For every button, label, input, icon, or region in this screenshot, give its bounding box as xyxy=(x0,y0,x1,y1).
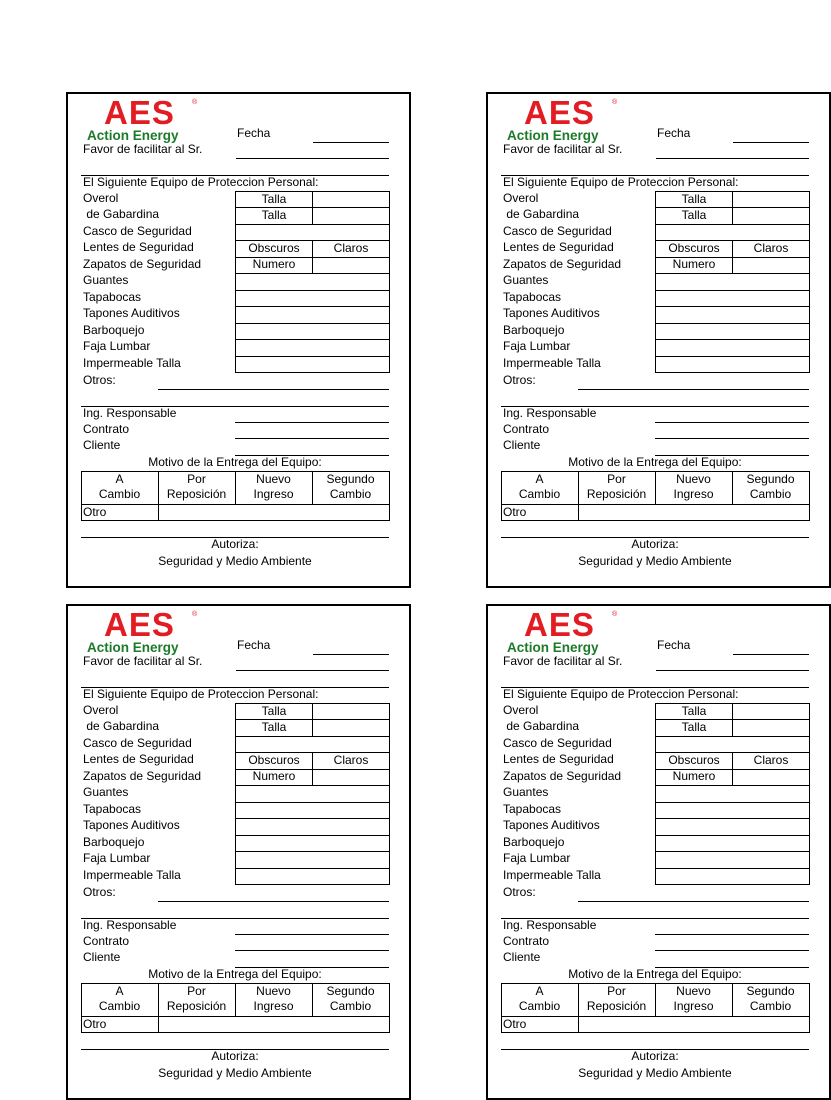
motivo-title: Motivo de la Entrega del Equipo: xyxy=(568,967,742,981)
otro-label: Otro xyxy=(83,505,107,519)
ing-responsable-line[interactable] xyxy=(235,422,389,423)
motivo-row-line xyxy=(81,504,390,505)
equipment-item: Tapabocas xyxy=(83,802,142,816)
grid-divider xyxy=(732,191,733,224)
equipment-item: Guantes xyxy=(83,273,129,287)
otros-label: Otros: xyxy=(503,885,536,899)
claros-label: Claros xyxy=(753,241,789,255)
otro-label: Otro xyxy=(503,1017,527,1031)
grid-line xyxy=(655,273,810,274)
talla-label: Talla xyxy=(261,192,287,206)
motivo-header-text: Cambio xyxy=(329,487,372,501)
equipment-item: Overol xyxy=(503,191,539,205)
equipment-item: Lentes de Seguridad xyxy=(83,752,194,766)
section-title: El Siguiente Equipo de Proteccion Personal: xyxy=(83,687,319,701)
motivo-header-text: Reposición xyxy=(586,999,647,1013)
logo-aes-text: AES xyxy=(524,94,595,131)
equipment-item: Casco de Seguridad xyxy=(83,224,192,238)
favor-label: Favor de facilitar al Sr. xyxy=(83,654,203,668)
contrato-label: Contrato xyxy=(83,422,130,436)
equipment-item: Tapabocas xyxy=(83,290,142,304)
grid-line xyxy=(235,323,390,324)
obscuros-label: Obscuros xyxy=(668,241,720,255)
grid-line xyxy=(235,818,390,819)
equipment-item: Tapones Auditivos xyxy=(503,818,600,832)
grid-line xyxy=(235,802,390,803)
autoriza-dept: Seguridad y Medio Ambiente xyxy=(158,1066,312,1080)
equipment-item: Overol xyxy=(83,703,119,717)
contrato-label: Contrato xyxy=(503,934,550,948)
ppe-request-form xyxy=(66,604,411,1100)
equipment-item: de Gabardina xyxy=(83,719,160,733)
motivo-header-text: Cambio xyxy=(98,487,141,501)
aes-logo xyxy=(507,94,632,143)
motivo-header-text: Cambio xyxy=(749,999,792,1013)
otros-label: Otros: xyxy=(503,373,536,387)
motivo-row-line xyxy=(81,1016,390,1017)
grid-line xyxy=(235,273,390,274)
motivo-header-text: Nuevo xyxy=(256,472,291,486)
logo-tagline: Action Energy xyxy=(507,128,599,143)
grid-line xyxy=(655,818,810,819)
fecha-line[interactable] xyxy=(313,142,389,143)
equipment-item: Tapones Auditivos xyxy=(83,818,180,832)
otros-line[interactable] xyxy=(158,901,389,902)
motivo-title: Motivo de la Entrega del Equipo: xyxy=(148,967,322,981)
autoriza-dept: Seguridad y Medio Ambiente xyxy=(578,1066,732,1080)
equipment-item: de Gabardina xyxy=(83,207,160,221)
claros-label: Claros xyxy=(753,753,789,767)
otros-line[interactable] xyxy=(158,389,389,390)
numero-label: Numero xyxy=(252,769,296,783)
motivo-header-text: Por xyxy=(187,472,206,486)
equipment-item: Guantes xyxy=(503,785,549,799)
equipment-item: Tapabocas xyxy=(503,802,562,816)
form-bottom-left xyxy=(66,604,416,1080)
otros-line[interactable] xyxy=(578,389,809,390)
fecha-label: Fecha xyxy=(657,638,691,652)
equipment-item: Zapatos de Seguridad xyxy=(83,257,202,271)
equipment-item: Impermeable Talla xyxy=(503,356,601,370)
equipment-item: Lentes de Seguridad xyxy=(83,240,194,254)
grid-line xyxy=(655,736,810,737)
form-bottom-right xyxy=(486,604,795,1080)
fecha-line[interactable] xyxy=(313,654,389,655)
motivo-header-text: Ingreso xyxy=(253,999,294,1013)
motivo-header-text: Nuevo xyxy=(676,984,711,998)
motivo-row-line xyxy=(501,1016,810,1017)
form-top-left xyxy=(66,92,416,592)
motivo-header-text: Cambio xyxy=(518,999,561,1013)
otro-label: Otro xyxy=(503,505,527,519)
logo-aes-text: AES xyxy=(104,606,175,643)
contrato-line[interactable] xyxy=(235,950,389,951)
motivo-header-text: Segundo xyxy=(746,472,795,486)
obscuros-label: Obscuros xyxy=(668,753,720,767)
equipment-item: Overol xyxy=(83,191,119,205)
cliente-label: Cliente xyxy=(83,438,121,452)
favor-label: Favor de facilitar al Sr. xyxy=(83,142,203,156)
favor-label: Favor de facilitar al Sr. xyxy=(503,654,623,668)
motivo-header-text: Reposición xyxy=(166,487,227,501)
talla-label: Talla xyxy=(681,720,707,734)
motivo-header-text: Cambio xyxy=(518,487,561,501)
motivo-header-text: Ingreso xyxy=(253,487,294,501)
motivo-header-text: Segundo xyxy=(326,472,375,486)
autoriza-label: Autoriza: xyxy=(631,1049,679,1063)
motivo-header-text: Segundo xyxy=(326,984,375,998)
numero-label: Numero xyxy=(252,257,296,271)
grid-line xyxy=(235,785,390,786)
equipment-item: Casco de Seguridad xyxy=(503,736,612,750)
talla-label: Talla xyxy=(681,704,707,718)
fecha-label: Fecha xyxy=(237,638,271,652)
numero-label: Numero xyxy=(672,257,716,271)
equipment-item: Guantes xyxy=(83,785,129,799)
ing-responsable-line[interactable] xyxy=(235,934,389,935)
equipment-item: Guantes xyxy=(503,273,549,287)
motivo-header-text: Ingreso xyxy=(673,487,714,501)
grid-line xyxy=(655,785,810,786)
grid-line xyxy=(655,356,810,357)
contrato-line[interactable] xyxy=(655,438,809,439)
talla-label: Talla xyxy=(261,704,287,718)
contrato-line[interactable] xyxy=(655,950,809,951)
motivo-header-text: Cambio xyxy=(749,487,792,501)
grid-line xyxy=(655,290,810,291)
grid-line xyxy=(655,306,810,307)
section-title: El Siguiente Equipo de Proteccion Personal: xyxy=(503,175,739,189)
equipment-item: Casco de Seguridad xyxy=(503,224,612,238)
favor-line[interactable] xyxy=(656,158,809,159)
fecha-line[interactable] xyxy=(733,654,809,655)
equipment-item: Barboquejo xyxy=(83,323,145,337)
equipment-item: de Gabardina xyxy=(503,207,580,221)
logo-tagline: Action Energy xyxy=(87,128,179,143)
registered-mark: ® xyxy=(192,611,198,618)
equipment-item: Zapatos de Seguridad xyxy=(503,769,622,783)
motivo-title: Motivo de la Entrega del Equipo: xyxy=(148,455,322,469)
ing-responsable-line[interactable] xyxy=(655,934,809,935)
equipment-item: Impermeable Talla xyxy=(503,868,601,882)
autoriza-label: Autoriza: xyxy=(631,537,679,551)
otros-label: Otros: xyxy=(83,373,116,387)
section-title: El Siguiente Equipo de Proteccion Personal: xyxy=(503,687,739,701)
ppe-request-form xyxy=(486,92,831,588)
grid-line xyxy=(235,868,390,869)
grid-line xyxy=(655,224,810,225)
favor-line[interactable] xyxy=(236,670,389,671)
equipment-item: Barboquejo xyxy=(503,835,565,849)
motivo-header-text: Cambio xyxy=(98,999,141,1013)
grid-line xyxy=(235,339,390,340)
motivo-header-text: Cambio xyxy=(329,999,372,1013)
otros-label: Otros: xyxy=(83,885,116,899)
favor-line[interactable] xyxy=(236,158,389,159)
talla-label: Talla xyxy=(261,208,287,222)
equipment-item: Faja Lumbar xyxy=(503,339,571,353)
grid-line xyxy=(235,306,390,307)
ing-responsable-label: Ing. Responsable xyxy=(83,918,177,932)
motivo-header-text: A xyxy=(535,472,544,486)
claros-label: Claros xyxy=(333,753,369,767)
grid-line xyxy=(235,736,390,737)
grid-divider xyxy=(312,703,313,736)
registered-mark: ® xyxy=(192,99,198,106)
talla-label: Talla xyxy=(681,192,707,206)
motivo-title: Motivo de la Entrega del Equipo: xyxy=(568,455,742,469)
ing-responsable-line[interactable] xyxy=(655,422,809,423)
grid-line xyxy=(655,851,810,852)
equipment-item: Tapones Auditivos xyxy=(503,306,600,320)
equipment-item: Impermeable Talla xyxy=(83,356,181,370)
talla-label: Talla xyxy=(261,720,287,734)
ing-responsable-label: Ing. Responsable xyxy=(503,918,597,932)
autoriza-dept: Seguridad y Medio Ambiente xyxy=(158,554,312,568)
obscuros-label: Obscuros xyxy=(248,753,300,767)
grid-line xyxy=(655,868,810,869)
equipment-item: Casco de Seguridad xyxy=(83,736,192,750)
contrato-label: Contrato xyxy=(83,934,130,948)
logo-aes-text: AES xyxy=(104,94,175,131)
equipment-item: Lentes de Seguridad xyxy=(503,240,614,254)
logo-aes-text: AES xyxy=(524,606,595,643)
ppe-request-form xyxy=(66,92,411,588)
equipment-item: Impermeable Talla xyxy=(83,868,181,882)
equipment-item: Lentes de Seguridad xyxy=(503,752,614,766)
talla-label: Talla xyxy=(681,208,707,222)
fecha-line[interactable] xyxy=(733,142,809,143)
otros-line[interactable] xyxy=(578,901,809,902)
grid-line xyxy=(235,851,390,852)
grid-divider xyxy=(732,703,733,736)
aes-logo xyxy=(87,606,212,655)
form-top-right xyxy=(486,92,795,592)
autoriza-label: Autoriza: xyxy=(211,1049,259,1063)
grid-line xyxy=(655,835,810,836)
grid-divider xyxy=(312,191,313,224)
equipment-item: Faja Lumbar xyxy=(83,851,151,865)
equipment-item: Zapatos de Seguridad xyxy=(503,257,622,271)
cliente-label: Cliente xyxy=(503,438,541,452)
motivo-header-text: Nuevo xyxy=(256,984,291,998)
grid-line xyxy=(655,339,810,340)
fecha-label: Fecha xyxy=(237,126,271,140)
aes-logo xyxy=(507,606,632,655)
registered-mark: ® xyxy=(612,99,618,106)
contrato-line[interactable] xyxy=(235,438,389,439)
logo-tagline: Action Energy xyxy=(507,640,599,655)
motivo-header-text: A xyxy=(115,472,124,486)
equipment-item: Faja Lumbar xyxy=(503,851,571,865)
equipment-item: Faja Lumbar xyxy=(83,339,151,353)
otro-label: Otro xyxy=(83,1017,107,1031)
cliente-label: Cliente xyxy=(83,950,121,964)
equipment-item: Barboquejo xyxy=(503,323,565,337)
motivo-header-text: Nuevo xyxy=(676,472,711,486)
motivo-header-text: Reposición xyxy=(166,999,227,1013)
equipment-item: Tapones Auditivos xyxy=(83,306,180,320)
grid-line xyxy=(655,802,810,803)
grid-line xyxy=(235,356,390,357)
motivo-header-text: Por xyxy=(607,472,626,486)
ing-responsable-label: Ing. Responsable xyxy=(503,406,597,420)
motivo-header-text: A xyxy=(115,984,124,998)
motivo-header-text: A xyxy=(535,984,544,998)
grid-line xyxy=(655,323,810,324)
numero-label: Numero xyxy=(672,769,716,783)
grid-line xyxy=(235,835,390,836)
section-title: El Siguiente Equipo de Proteccion Personal: xyxy=(83,175,319,189)
obscuros-label: Obscuros xyxy=(248,241,300,255)
motivo-header-text: Ingreso xyxy=(673,999,714,1013)
ppe-request-form xyxy=(486,604,831,1100)
grid-line xyxy=(235,290,390,291)
equipment-item: Barboquejo xyxy=(83,835,145,849)
motivo-header-text: Segundo xyxy=(746,984,795,998)
cliente-label: Cliente xyxy=(503,950,541,964)
grid-line xyxy=(235,224,390,225)
claros-label: Claros xyxy=(333,241,369,255)
motivo-header-text: Por xyxy=(187,984,206,998)
fecha-label: Fecha xyxy=(657,126,691,140)
favor-line[interactable] xyxy=(656,670,809,671)
aes-logo xyxy=(87,94,212,143)
equipment-item: Zapatos de Seguridad xyxy=(83,769,202,783)
registered-mark: ® xyxy=(612,611,618,618)
equipment-item: Overol xyxy=(503,703,539,717)
contrato-label: Contrato xyxy=(503,422,550,436)
equipment-item: de Gabardina xyxy=(503,719,580,733)
favor-label: Favor de facilitar al Sr. xyxy=(503,142,623,156)
ing-responsable-label: Ing. Responsable xyxy=(83,406,177,420)
logo-tagline: Action Energy xyxy=(87,640,179,655)
motivo-header-text: Por xyxy=(607,984,626,998)
motivo-row-line xyxy=(501,504,810,505)
autoriza-label: Autoriza: xyxy=(211,537,259,551)
autoriza-dept: Seguridad y Medio Ambiente xyxy=(578,554,732,568)
motivo-header-text: Reposición xyxy=(586,487,647,501)
equipment-item: Tapabocas xyxy=(503,290,562,304)
